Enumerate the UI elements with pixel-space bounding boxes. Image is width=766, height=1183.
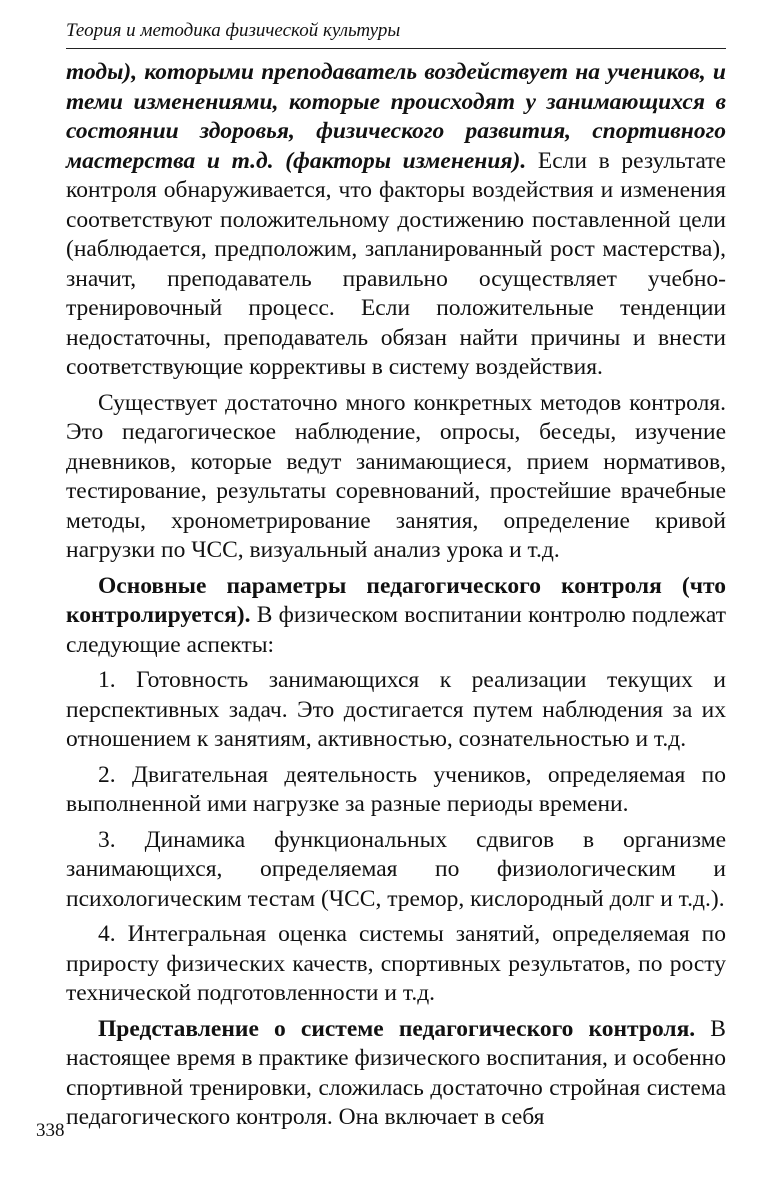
list-item-2: [66, 761, 726, 820]
list-item-1: [66, 666, 726, 755]
paragraph-continuation: [66, 58, 726, 383]
italic-emphasis: тоды), которыми преподаватель воздействует на учеников, и теми изменениями, которые происходят у занимающихся в состоянии здоровья, физического развития, спортивного мастерства и т.д. (факторы изменения).: [66, 59, 726, 174]
section-heading: Представление о системе педагогического контроля.: [98, 1015, 696, 1042]
running-header: [66, 20, 726, 42]
paragraph-control-parameters: [66, 572, 726, 661]
paragraph-text: Существует достаточно много конкретных методов контроля. Это педагогическое наблюдение, опросы, беседы, изучение дневников, которые ведут занимающиеся, прием нормативов, тестирование, результаты соревнований, простейшие врачебные методы, хронометрирование занятия, определение кривой нагрузки по ЧСС, визуальный анализ урока и т.д.: [66, 389, 726, 563]
list-item-text: 3. Динамика функциональных сдвигов в организме занимающихся, определяемая по физиологическим и психологическим тестам (ЧСС, тремор, кислородный долг и т.д.).: [66, 826, 726, 912]
paragraph-control-methods: [66, 389, 726, 566]
paragraph-control-system: [66, 1015, 726, 1133]
list-item-text: 1. Готовность занимающихся к реализации текущих и перспективных задач. Это достигается путем наблюдения за их отношением к занятиям, активностью, сознательностью и т.д.: [66, 667, 726, 752]
paragraph-text: В физическом воспитании контролю подлежат следующие аспекты:: [66, 602, 726, 658]
list-item-3: [66, 826, 726, 915]
page-body: [66, 58, 726, 1133]
page-number: 338: [36, 1120, 65, 1141]
list-item-text: 2. Двигательная деятельность учеников, определяемая по выполненной ими нагрузке за разные периоды времени.: [66, 761, 726, 817]
list-item-text: 4. Интегральная оценка системы занятий, определяемая по приросту физических качеств, спортивных результатов, по росту технической подготовленности и т.д.: [66, 921, 726, 1006]
running-title: Теория и методика физической культуры: [66, 20, 401, 41]
section-heading: Основные параметры педагогического контроля (что контролируется).: [66, 572, 726, 628]
list-item-4: [66, 920, 726, 1009]
paragraph-text: В настоящее время в практике физического воспитания, и особенно спортивной тренировки, сложилась достаточно стройная система педагогического контроля. Она включает в себя: [66, 1015, 726, 1130]
header-rule: [66, 48, 726, 49]
paragraph-text: Если в результате контроля обнаруживается, что факторы воздействия и изменения соответствуют положительному достижению поставленной цели (наблюдается, предположим, запланированный рост мастерства), значит, преподаватель правильно осуществляет учебно-тренировочный процесс. Если положительные тенденции недостаточны, преподаватель обязан найти причины и внести соответствующие коррективы в систему воздействия.: [66, 147, 726, 380]
